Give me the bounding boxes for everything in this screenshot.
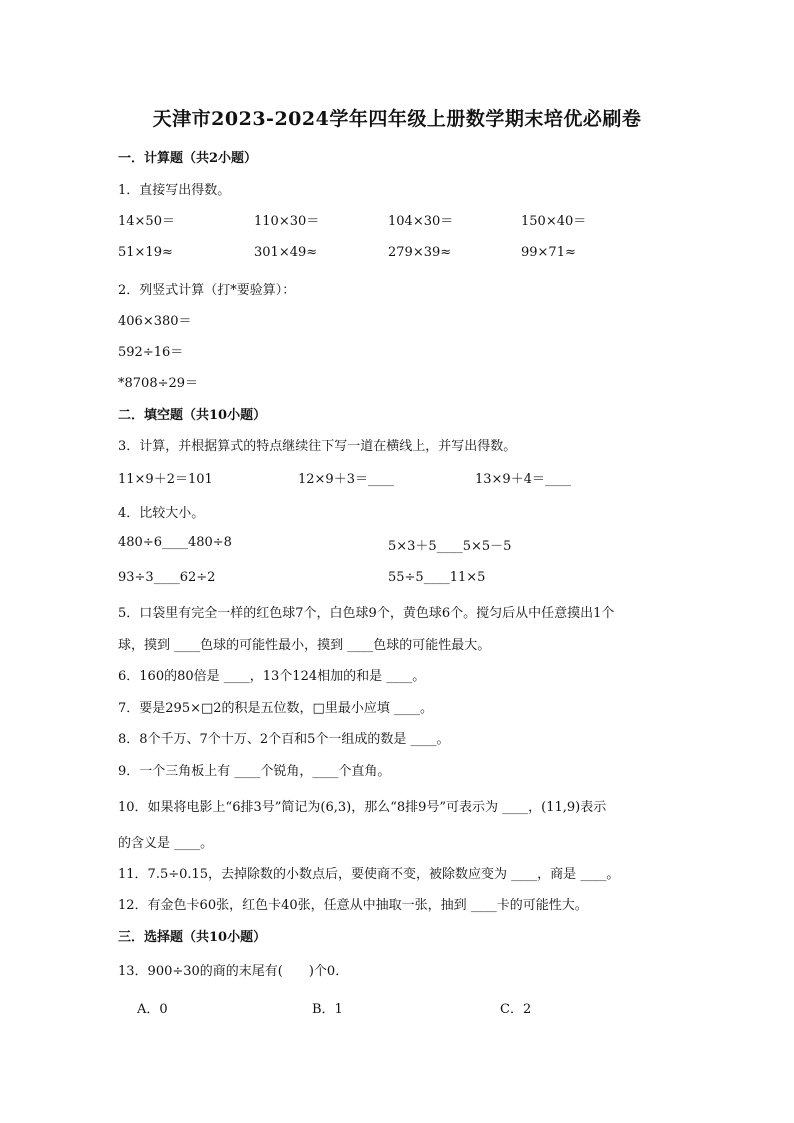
question-5-line-1: 5．口袋里有完全一样的红色球7个，白色球9个，黄色球6个。搅匀后从中任意摸出1个 bbox=[118, 606, 615, 621]
q1-item: 150×40＝ bbox=[521, 214, 587, 229]
question-12: 12．有金色卡60张，红色卡40张，任意从中抽取一张，抽到 ____卡的可能性大。 bbox=[118, 898, 588, 913]
section-heading-multiple-choice: 三．选择题（共10小题） bbox=[118, 930, 267, 945]
q2-item: 406×380＝ bbox=[118, 314, 192, 329]
q2-item: *8708÷29＝ bbox=[118, 376, 199, 391]
question-11: 11．7.5÷0.15，去掉除数的小数点后，要使商不变，被除数应变为 ____，商是 ____。 bbox=[118, 867, 620, 882]
q3-item: 13×9＋4＝____ bbox=[475, 472, 571, 487]
question-6: 6．160的80倍是 ____，13个124相加的和是 ____。 bbox=[118, 669, 426, 684]
q1-item: 110×30＝ bbox=[254, 214, 320, 229]
q13-option-a[interactable]: A．0 bbox=[137, 1002, 168, 1017]
q1-item: 279×39≈ bbox=[388, 245, 452, 260]
q4-item: 55÷5____11×5 bbox=[388, 570, 486, 585]
question-8: 8．8个千万、7个十万、2个百和5个一组成的数是 ____。 bbox=[118, 732, 450, 747]
q13-option-b[interactable]: B．1 bbox=[312, 1002, 343, 1017]
q2-item: 592÷16＝ bbox=[118, 345, 184, 360]
q3-item: 12×9＋3＝____ bbox=[298, 472, 394, 487]
q4-item: 480÷6____480÷8 bbox=[118, 535, 232, 550]
question-5-line-2: 球，摸到 ____色球的可能性最小，摸到 ____色球的可能性最大。 bbox=[118, 638, 491, 653]
question-9: 9．一个三角板上有 ____个锐角，____个直角。 bbox=[118, 764, 391, 779]
page-title: 天津市2023-2024学年四年级上册数学期末培优必刷卷 bbox=[152, 108, 642, 130]
question-3-stem: 3．计算，并根据算式的特点继续往下写一道在横线上，并写出得数。 bbox=[118, 439, 517, 454]
question-7: 7．要是295×□2的积是五位数，□里最小应填 ____。 bbox=[118, 701, 433, 716]
question-10-line-2: 的含义是 ____。 bbox=[118, 836, 214, 851]
question-4-stem: 4．比较大小。 bbox=[118, 506, 205, 521]
q4-item: 5×3＋5____5×5－5 bbox=[388, 539, 512, 554]
section-heading-calculation: 一．计算题（共2小题） bbox=[118, 151, 258, 166]
q1-item: 14×50＝ bbox=[118, 214, 175, 229]
question-1-stem: 1．直接写出得数。 bbox=[118, 183, 231, 198]
q3-item: 11×9＋2＝101 bbox=[118, 472, 213, 487]
q13-option-c[interactable]: C．2 bbox=[500, 1002, 532, 1017]
question-10-line-1: 10．如果将电影上“6排3号”简记为(6,3)，那么“8排9号”可表示为 ____，(11,9)表示 bbox=[118, 800, 607, 815]
q1-item: 99×71≈ bbox=[521, 245, 576, 260]
question-2-stem: 2．列竖式计算（打*要验算）： bbox=[118, 283, 296, 298]
q4-item: 93÷3____62÷2 bbox=[118, 570, 216, 585]
q1-item: 301×49≈ bbox=[254, 245, 318, 260]
q1-item: 104×30＝ bbox=[388, 214, 454, 229]
question-13-stem: 13．900÷30的商的末尾有( )个0． bbox=[118, 964, 349, 979]
q1-item: 51×19≈ bbox=[118, 245, 173, 260]
section-heading-fill-in: 二．填空题（共10小题） bbox=[118, 408, 267, 423]
